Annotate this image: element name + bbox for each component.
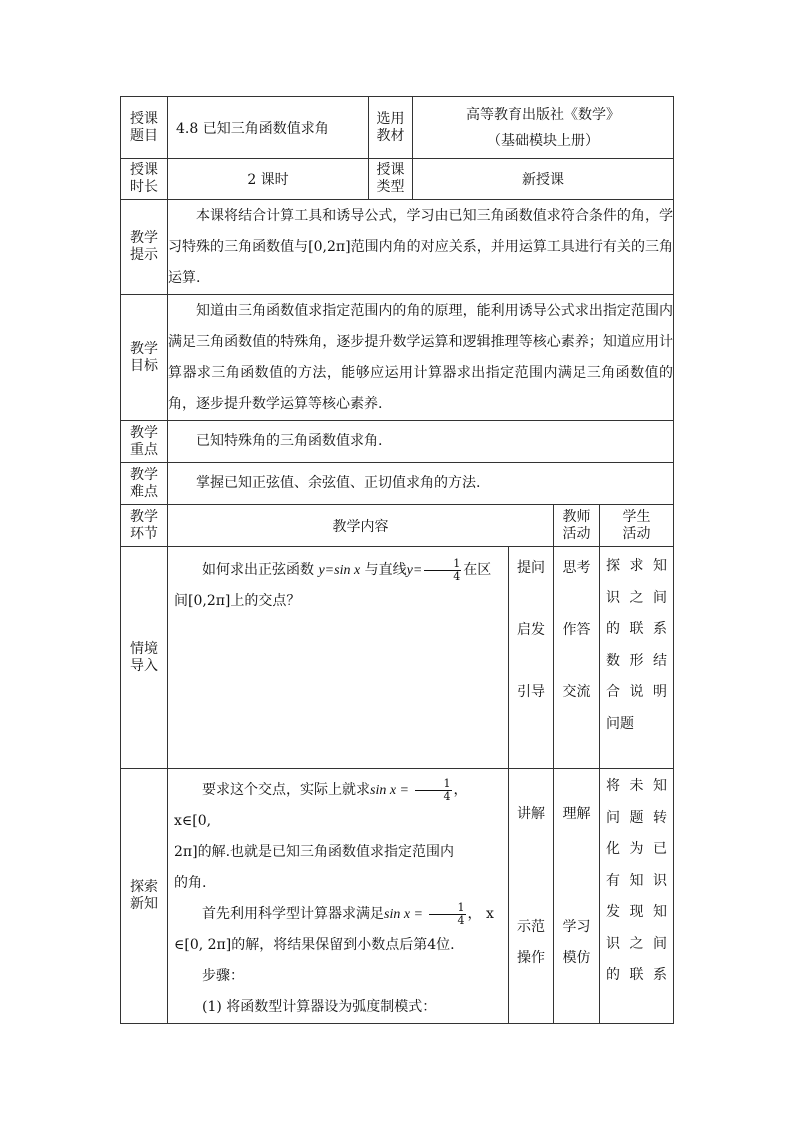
- tips-label: 教学 提示: [121, 200, 168, 295]
- header-teacher: 教师 活动: [554, 505, 600, 547]
- duration-value: 2 课时: [168, 159, 369, 200]
- situation-content: 如何求出正弦函数 y=sin x 与直线y= $\frac{1}{4}$ 在区 间[0,2π]上的交点？: [168, 547, 509, 769]
- goals-label: 教学 目标: [121, 295, 168, 421]
- header-student: 学生 活动: [600, 505, 674, 547]
- situation-student-activity: 思考 作答 交流: [554, 547, 600, 769]
- topic-label: 授课 题目: [121, 97, 168, 159]
- explore-design-intent: 将未知 问题转 化为已 有知识 发现知 识之间 的联系: [600, 769, 674, 1024]
- goals-text: 知道由三角函数值求指定范围内的角的原理，能利用诱导公式求出指定范围内满足三角函数值的特殊角，逐步提升数学运算和逻辑推理等核心素养；知道应用计算器求三角函数值的方法，能够应运用计算器求出指定范围内满足三角函数值的角，逐步提升数学运算等核心素养.: [168, 295, 674, 421]
- goals-row: [121, 295, 674, 421]
- lesson-plan-table: [120, 96, 674, 1024]
- difficult-label: 教学 难点: [121, 463, 168, 505]
- textbook-label: 选用 教材: [369, 97, 413, 159]
- textbook-value: 高等教育出版社《数学》 （基础模块上册）: [413, 97, 674, 159]
- tips-row: [121, 200, 674, 295]
- fraction-one-quarter: $\frac{1}{4}$: [424, 558, 461, 583]
- fraction-one-quarter: $\frac{1}{4}$: [415, 778, 452, 803]
- situation-label: 情境 导入: [121, 547, 168, 769]
- situation-teacher-activity: 提问 启发 引导: [509, 547, 554, 769]
- topic-value: 4.8 已知三角函数值求角: [168, 97, 369, 159]
- tips-text: 本课将结合计算工具和诱导公式，学习由已知三角函数值求符合条件的角，学习特殊的三角函数值与[0,2π]范围内角的对应关系，并用运算工具进行有关的三角运算.: [168, 200, 674, 295]
- explore-row: [121, 769, 674, 1024]
- key-row: [121, 421, 674, 463]
- header-stage: 教学 环节: [121, 505, 168, 547]
- explore-teacher-activity: 讲解 示范 操作: [509, 769, 554, 1024]
- fraction-one-quarter: $\frac{1}{4}$: [429, 902, 466, 927]
- lesson-type-label: 授课 类型: [369, 159, 413, 200]
- header-content: 教学内容: [168, 505, 554, 547]
- difficult-row: [121, 463, 674, 505]
- topic-row: [121, 97, 674, 159]
- situation-design-intent: 探求知 识之间 的联系 数形结 合说明 问题: [600, 547, 674, 769]
- duration-label: 授课 时长: [121, 159, 168, 200]
- explore-label: 探索 新知: [121, 769, 168, 1024]
- duration-row: [121, 159, 674, 200]
- key-text: 已知特殊角的三角函数值求角.: [168, 421, 674, 463]
- key-label: 教学 重点: [121, 421, 168, 463]
- situation-row: [121, 547, 674, 769]
- difficult-text: 掌握已知正弦值、余弦值、正切值求角的方法.: [168, 463, 674, 505]
- explore-student-activity: 理解 学习 模仿: [554, 769, 600, 1024]
- lesson-type-value: 新授课: [413, 159, 674, 200]
- content-header-row: [121, 505, 674, 547]
- explore-content: 要求这个交点，实际上就求sin x = $\frac{1}{4}$ ，x∈[0, 2π]的解.也就是已知三角函数值求指定范围内 的角. 首先利用科学型计算器求满足sin x = $\frac{1}{4}$ ， x ∈[0, 2π]的解，将结果保留到小数点后第4位. 步骤： (1) 将函数型计算器设为弧度制模式：: [168, 769, 509, 1024]
